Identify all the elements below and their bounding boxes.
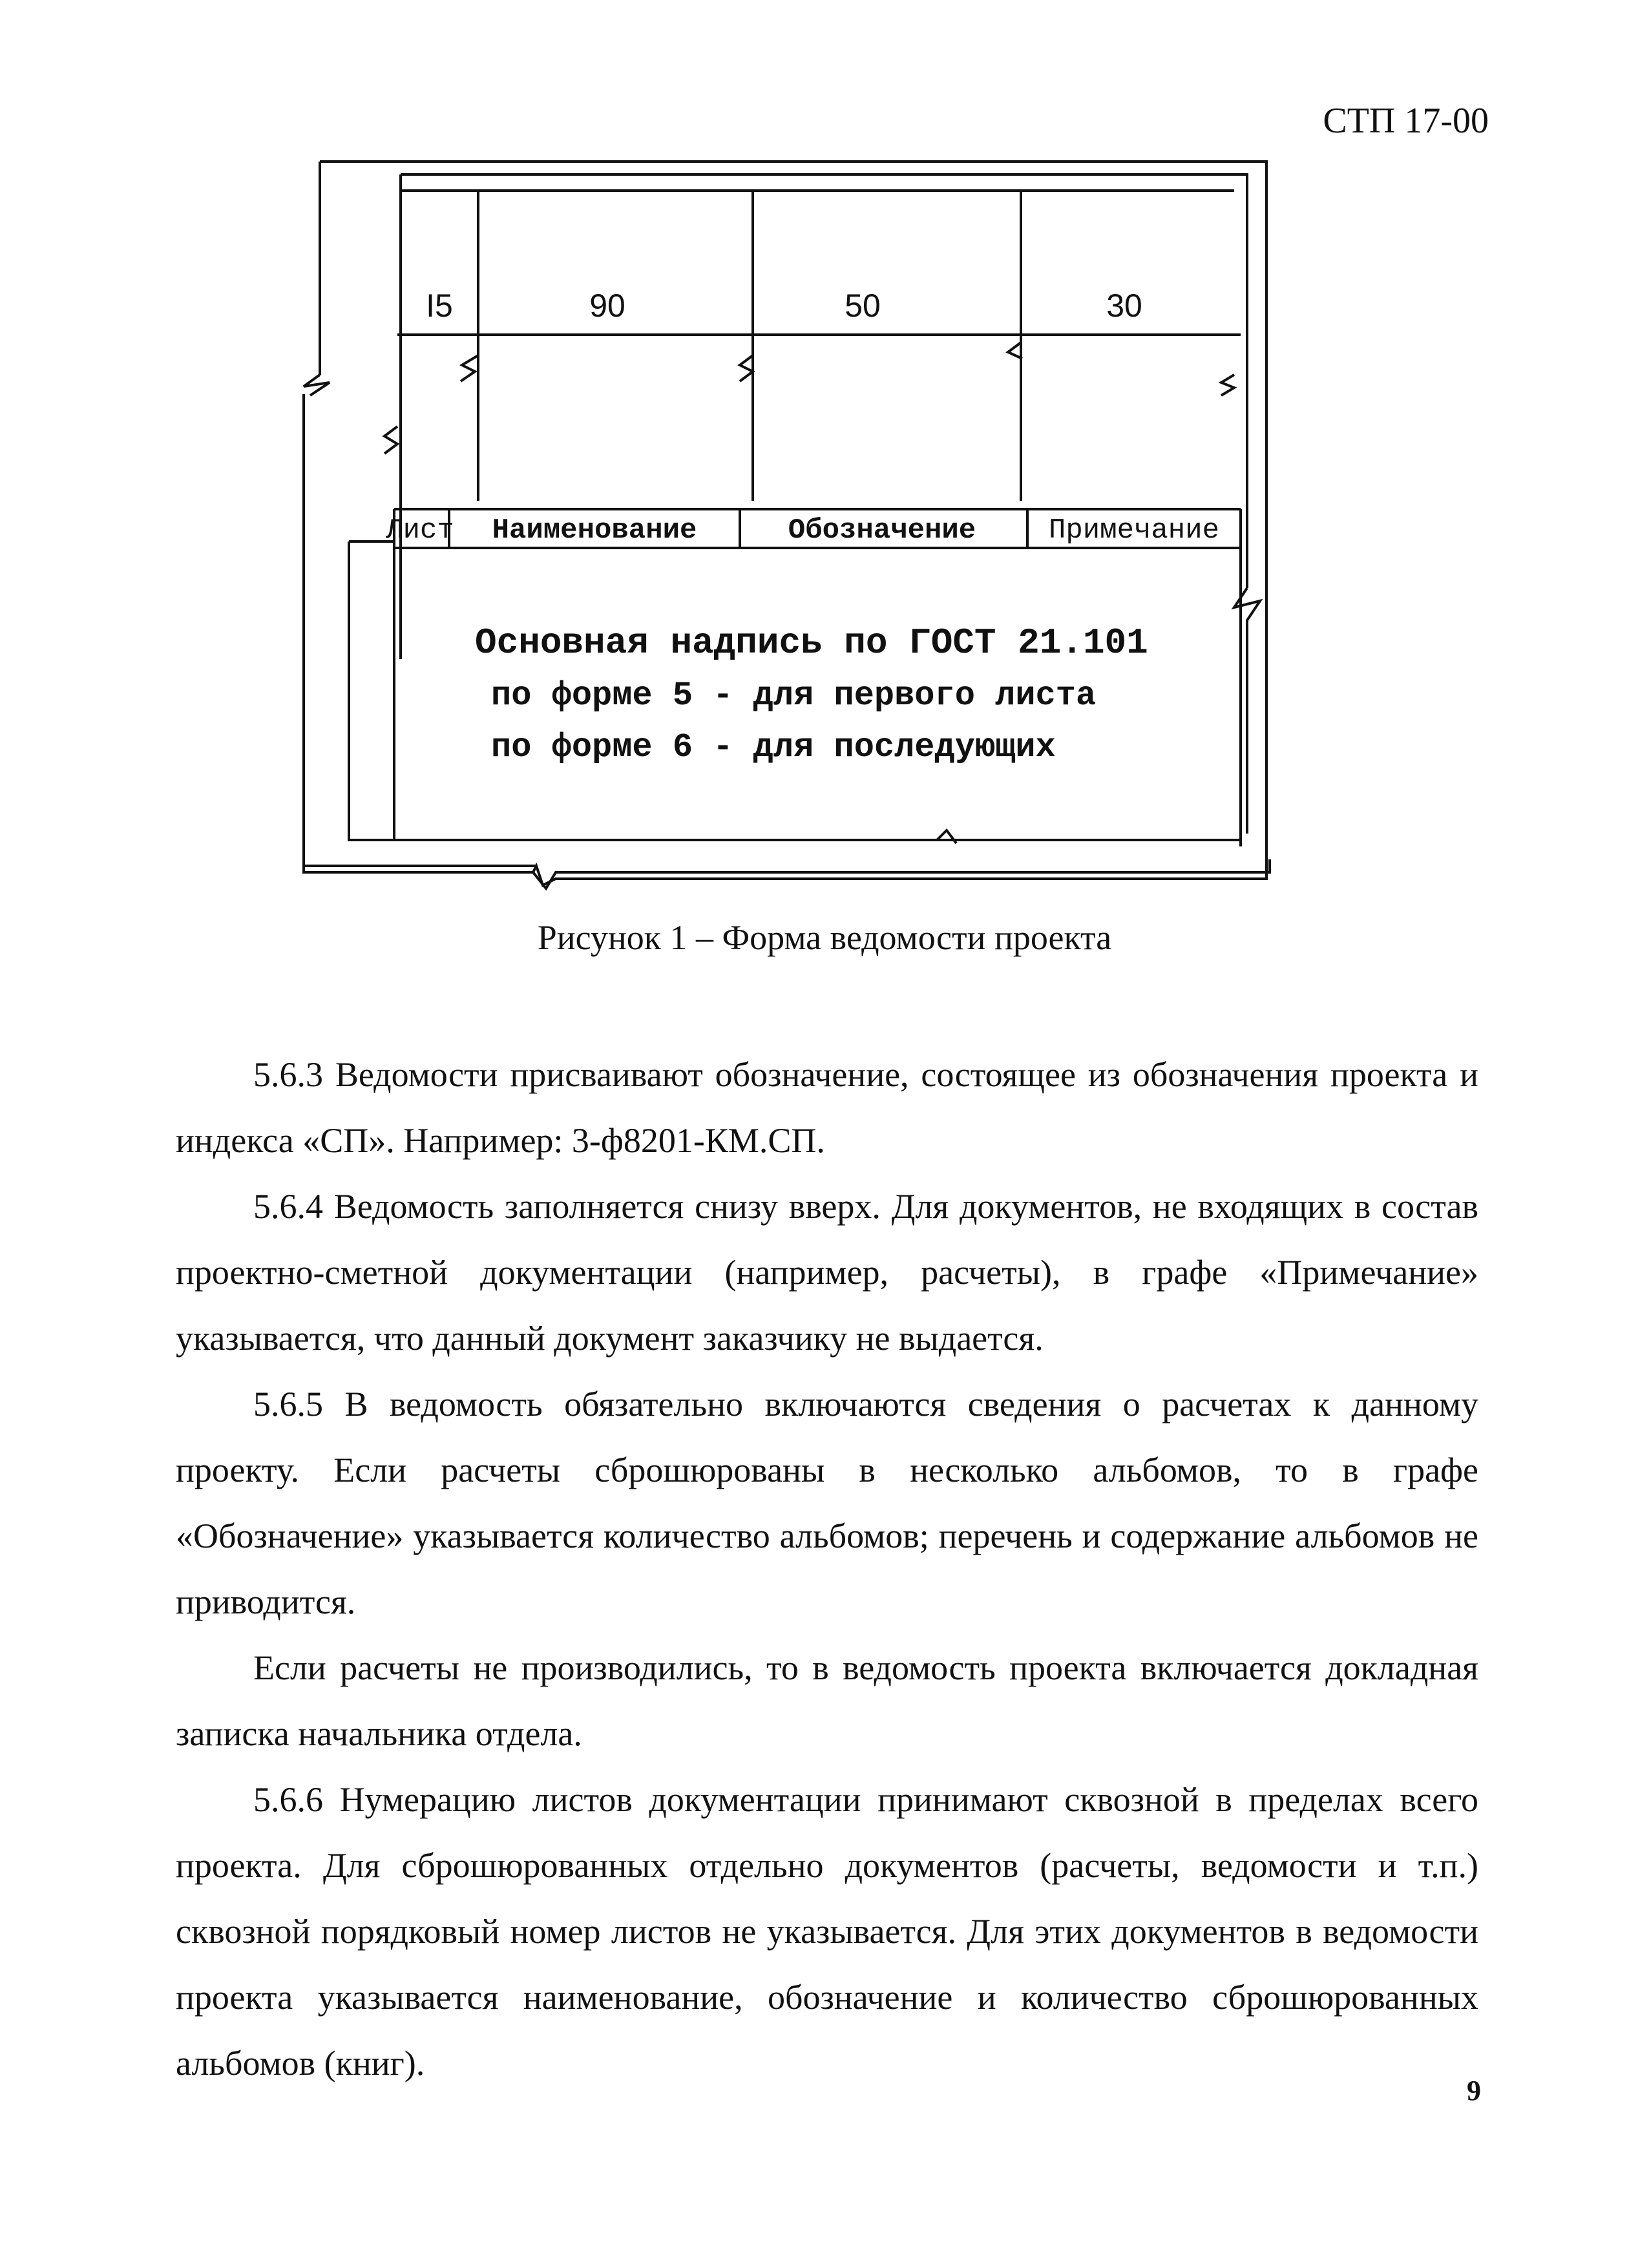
break-mark-5 (1221, 375, 1234, 395)
document-code: СТП 17-00 (1323, 101, 1489, 141)
dim-label-4: 30 (1106, 288, 1142, 324)
break-mark (304, 375, 330, 395)
form-drawing (284, 155, 1292, 911)
paragraph-5-6-3: 5.6.3 Ведомости присваивают обозначение, состоящее из обозначения проекта и индекса «СП». Например: 3-ф8201-КМ.СП. (176, 1055, 1478, 1160)
figure-caption: Рисунок 1 – Форма ведомости проекта (537, 918, 1112, 957)
page-number: 9 (1467, 2075, 1481, 2106)
stamp-line-2: по форме 5 - для первого листа (491, 677, 1097, 715)
column-header-2: Наименование (492, 514, 697, 547)
column-header-3: Обозначение (788, 514, 976, 547)
bottom-frame (304, 859, 1270, 888)
break-mark-3 (740, 355, 753, 381)
dim-label-3: 50 (845, 288, 881, 324)
right-break-mark (1234, 588, 1260, 834)
paragraph-5-6-5: 5.6.5 В ведомость обязательно включаются сведения о расчетах к данному проекту. Если расчеты сброшюрованы в несколько альбомов, то в графе «Обозначение» указывается количество альбомов; перечень и содержание альбомов не приводится. (176, 1385, 1478, 1621)
column-header-1: Лист (386, 514, 454, 547)
dim-label-2: 90 (589, 288, 625, 324)
paragraph-5-6-4: 5.6.4 Ведомость заполняется снизу вверх. Для документов, не входящих в состав проектно-сметной документации (например, расчеты), в графе «Примечание» указывается, что данный документ заказчику не выдается. (176, 1187, 1478, 1358)
stamp-line-3: по форме 6 - для последующих (491, 728, 1056, 766)
stamp-line-1: Основная надпись по ГОСТ 21.101 (475, 622, 1148, 664)
break-mark-2 (461, 355, 478, 381)
break-mark-6 (384, 426, 397, 454)
paragraph-no-calculations: Если расчеты не производились, то в ведомость проекта включается докладная записка начальника отдела. (176, 1648, 1478, 1753)
column-header-4: Примечание (1048, 514, 1220, 547)
bottom-inner-break (375, 830, 956, 843)
form-figure (284, 155, 1292, 911)
paragraph-5-6-6: 5.6.6 Нумерацию листов документации принимают сквозной в пределах всего проекта. Для сброшюрованных отдельно документов (расчеты, ведомости и т.п.) сквозной порядковый номер листов не указывается. Для этих документов в ведомости проекта указывается наименование, обозначение и количество сброшюрованных альбомов (книг). (176, 1780, 1478, 2083)
body-text (176, 1042, 1478, 2096)
dim-label-1: I5 (426, 288, 453, 324)
